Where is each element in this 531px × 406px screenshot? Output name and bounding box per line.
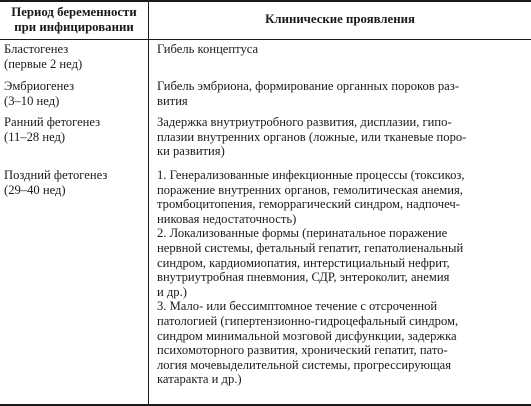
header-period [0, 0, 148, 39]
period-line: Эмбриогенез [4, 79, 75, 93]
manifestation-line: 3. Мало- или бессимптомное течение с отсроченной [157, 299, 438, 314]
header-manifestations [149, 0, 531, 39]
period-line: (29–40 нед) [4, 182, 66, 197]
manifestation-line: синдром, кардиомиопатия, интерстициальный нефрит, [157, 255, 450, 270]
manifestation-line: плазии внутренних органов (ложные, или тканевые поро- [157, 129, 467, 144]
header-manifestations-label: Клинические проявления [265, 12, 415, 26]
manifestations-cell [157, 42, 527, 57]
manifestation-line: и др.) [157, 284, 187, 299]
manifestation-line: тромбоцитопения, геморрагический синдром, надпочеч- [157, 197, 460, 212]
period-line: (11–28 нед) [4, 129, 66, 144]
period-line: Бластогенез [4, 42, 69, 56]
header-rule [0, 39, 531, 40]
manifestations-cell [157, 79, 527, 108]
manifestation-line: патологией (гипертензионно-гидроцефальный синдром, [157, 313, 459, 328]
period-line: (3–10 нед) [4, 93, 60, 108]
manifestation-line: нервной системы, фетальный гепатит, гепатолиенальный [157, 240, 464, 255]
manifestation-line: ки развития) [157, 144, 225, 159]
period-line: Поздний фетогенез [4, 168, 108, 182]
period-cell [4, 115, 146, 144]
period-line: Ранний фетогенез [4, 115, 101, 129]
manifestation-line: 2. Локализованные формы (перинатальное поражение [157, 226, 448, 241]
manifestation-line: Гибель концептуса [157, 42, 259, 56]
header-period-line: Период беременности [11, 4, 137, 19]
manifestation-line: вития [157, 93, 188, 108]
manifestation-line: логия мочевыделительной системы, прогрессирующая [157, 357, 452, 372]
manifestation-line: никовая недостаточность) [157, 211, 297, 226]
manifestations-cell [157, 168, 527, 387]
manifestation-line: 1. Генерализованные инфекционные процессы (токсикоз, [157, 168, 465, 182]
column-divider [148, 0, 149, 406]
manifestation-line: Гибель эмбриона, формирование органных пороков раз- [157, 79, 459, 93]
period-cell [4, 42, 146, 71]
manifestation-line: Задержка внутриутробного развития, дисплазии, гипо- [157, 115, 452, 129]
manifestation-line: психомоторного развития, хронический гепатит, пато- [157, 343, 448, 358]
period-cell [4, 168, 146, 197]
manifestation-line: синдром минимальной мозговой дисфункции, задержка [157, 328, 457, 343]
manifestation-line: поражение внутренних органов, гемолитическая анемия, [157, 182, 463, 197]
period-line: (первые 2 нед) [4, 56, 83, 71]
period-cell [4, 79, 146, 108]
manifestations-cell [157, 115, 527, 159]
manifestation-line: катаракта и др.) [157, 372, 242, 387]
header-period-line: при инфицировании [14, 19, 134, 34]
manifestation-line: внутриутробная пневмония, СДР, энтероколит, анемия [157, 270, 450, 285]
